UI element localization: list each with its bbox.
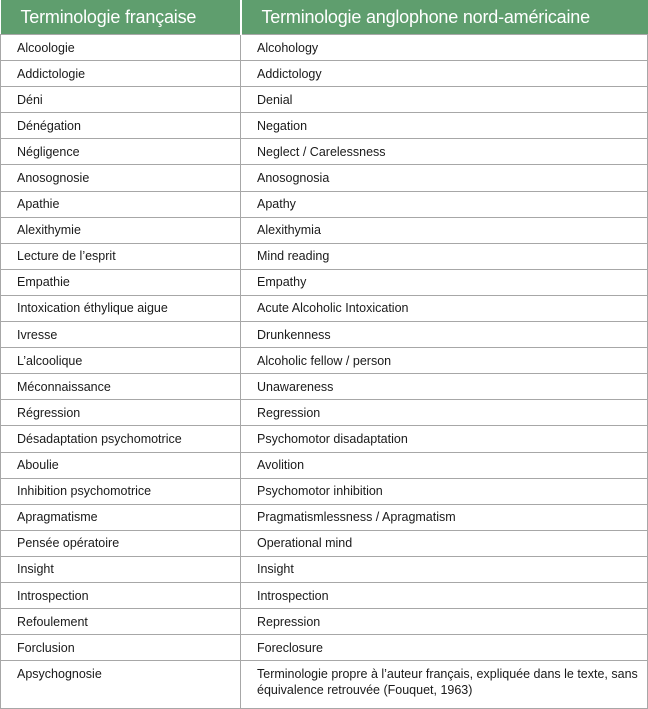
table-row (1, 295, 648, 321)
table-row (1, 635, 648, 661)
english-term-cell: Alcoholic fellow / person (241, 348, 648, 374)
english-term-cell: Alexithymia (241, 217, 648, 243)
table-row (1, 400, 648, 426)
table-row (1, 269, 648, 295)
french-term-cell: Empathie (1, 269, 241, 295)
english-term-cell: Foreclosure (241, 635, 648, 661)
french-term-cell: Inhibition psychomotrice (1, 478, 241, 504)
english-term-cell: Alcohology (241, 35, 648, 61)
french-term-cell: Lecture de l’esprit (1, 243, 241, 269)
table-row (1, 530, 648, 556)
french-term-cell: Déni (1, 87, 241, 113)
french-term-cell: Méconnaissance (1, 374, 241, 400)
table-row (1, 243, 648, 269)
french-term-cell: Négligence (1, 139, 241, 165)
table-row (1, 504, 648, 530)
french-term-cell: Ivresse (1, 322, 241, 348)
table-body (1, 35, 648, 709)
table-row (1, 139, 648, 165)
french-term-cell: Pensée opératoire (1, 530, 241, 556)
english-term-cell: Insight (241, 556, 648, 582)
french-term-cell: Dénégation (1, 113, 241, 139)
english-term-cell: Negation (241, 113, 648, 139)
table-row (1, 348, 648, 374)
english-term-cell: Pragmatismlessness / Apragmatism (241, 504, 648, 530)
french-term-cell: Refoulement (1, 609, 241, 635)
english-term-cell: Mind reading (241, 243, 648, 269)
table-row (1, 374, 648, 400)
table-row (1, 609, 648, 635)
french-term-cell: Apragmatisme (1, 504, 241, 530)
english-term-cell: Anosognosia (241, 165, 648, 191)
english-term-cell: Denial (241, 87, 648, 113)
header-row (1, 0, 648, 35)
english-term-cell: Drunkenness (241, 322, 648, 348)
french-term-cell: Addictologie (1, 61, 241, 87)
table-row (1, 452, 648, 478)
english-term-cell: Regression (241, 400, 648, 426)
french-term-cell: L’alcoolique (1, 348, 241, 374)
english-term-cell: Psychomotor inhibition (241, 478, 648, 504)
table-row (1, 661, 648, 709)
french-term-cell: Alexithymie (1, 217, 241, 243)
table-row (1, 582, 648, 608)
french-term-cell: Insight (1, 556, 241, 582)
table-row (1, 322, 648, 348)
english-term-cell: Repression (241, 609, 648, 635)
english-term-cell: Introspection (241, 582, 648, 608)
french-term-cell: Régression (1, 400, 241, 426)
table-row (1, 556, 648, 582)
english-term-cell: Neglect / Carelessness (241, 139, 648, 165)
english-term-cell: Addictology (241, 61, 648, 87)
table-row (1, 113, 648, 139)
french-term-cell: Désadaptation psychomotrice (1, 426, 241, 452)
english-term-cell: Unawareness (241, 374, 648, 400)
table-row (1, 426, 648, 452)
french-term-cell: Alcoologie (1, 35, 241, 61)
table-row (1, 217, 648, 243)
header-english-terminology: Terminologie anglophone nord-américaine (241, 0, 648, 35)
table-row (1, 35, 648, 61)
french-term-cell: Aboulie (1, 452, 241, 478)
french-term-cell: Apathie (1, 191, 241, 217)
english-term-cell: Apathy (241, 191, 648, 217)
english-term-cell: Terminologie propre à l’auteur français, expliquée dans le texte, sans équivalence retrouvée (Fouquet, 1963) (241, 661, 648, 709)
french-term-cell: Forclusion (1, 635, 241, 661)
table-row (1, 191, 648, 217)
english-term-cell: Acute Alcoholic Intoxication (241, 295, 648, 321)
french-term-cell: Apsychognosie (1, 661, 241, 709)
english-term-cell: Psychomotor disadaptation (241, 426, 648, 452)
english-term-cell: Avolition (241, 452, 648, 478)
french-term-cell: Intoxication éthylique aigue (1, 295, 241, 321)
table-row (1, 165, 648, 191)
french-term-cell: Introspection (1, 582, 241, 608)
english-term-cell: Empathy (241, 269, 648, 295)
french-term-cell: Anosognosie (1, 165, 241, 191)
table-row (1, 478, 648, 504)
table-header (1, 0, 648, 35)
table-row (1, 61, 648, 87)
table-row (1, 87, 648, 113)
english-term-cell: Operational mind (241, 530, 648, 556)
header-french-terminology: Terminologie française (1, 0, 241, 35)
